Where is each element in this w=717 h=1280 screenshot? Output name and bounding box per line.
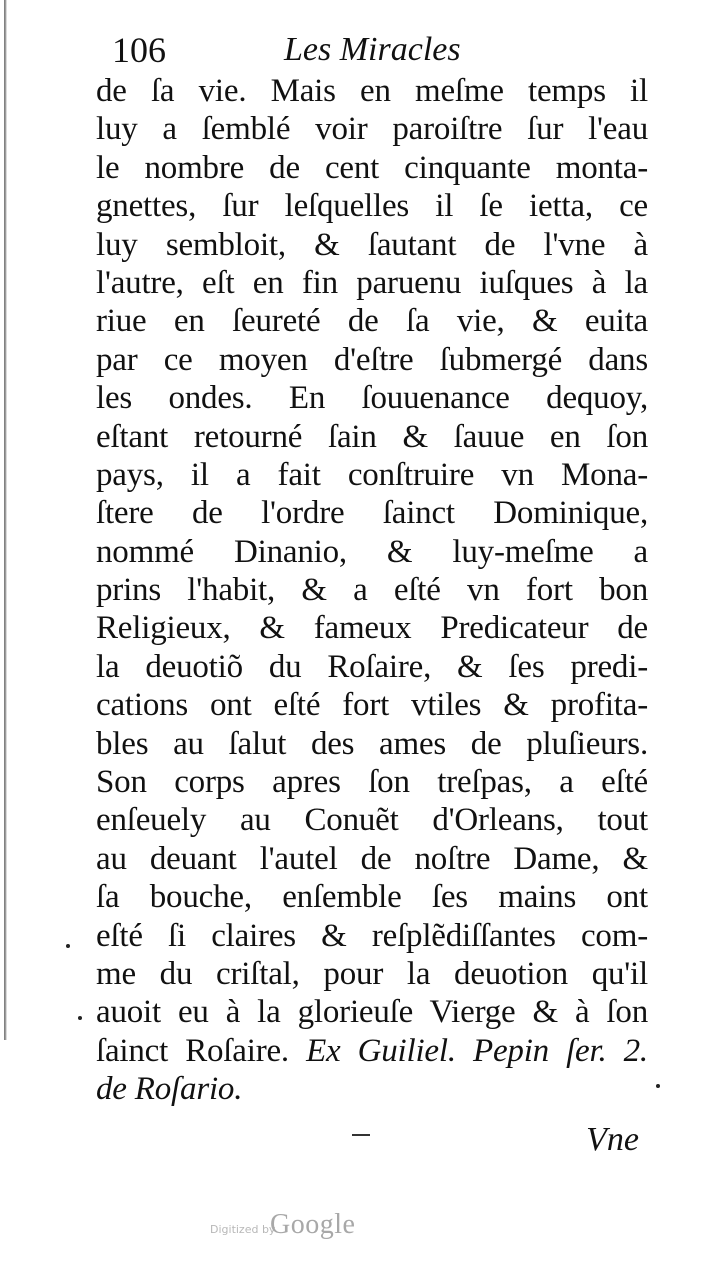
text-line: cations ont eſté fort vtiles & profita- <box>96 687 648 724</box>
text-line: les ondes. En ſouuenance dequoy, <box>96 380 648 417</box>
text-line: auoit eu à la glorieuſe Vierge & à ſon <box>96 994 648 1031</box>
stray-dot <box>66 944 70 948</box>
text-line: riue en ſeureté de ſa vie, & euita <box>96 303 648 340</box>
text-line: eſtant retourné ſain & ſauue en ſon <box>96 418 648 455</box>
watermark-google-logo: Google <box>270 1209 356 1240</box>
text-line: Religieux, & fameux Predicateur de <box>96 610 648 647</box>
text-line: luy sembloit, & ſautant de l'vne à <box>96 226 648 263</box>
digitization-watermark <box>210 1207 510 1247</box>
text-line: eſté ſi claires & reſplẽdiſſantes com- <box>96 917 648 954</box>
watermark-digitized-by: Digitized by <box>210 1223 276 1236</box>
text-line-citation <box>96 1032 648 1070</box>
text-line: la deuotiõ du Roſaire, & ſes predi- <box>96 648 648 685</box>
dash-mark <box>352 1134 370 1136</box>
text-line: par ce moyen d'eſtre ſubmergé dans <box>96 341 648 378</box>
citation-italic-text: Ex Guiliel. Pepin ſer. 2. <box>306 1032 648 1069</box>
citation-source-text: de Roſario. <box>96 1071 243 1108</box>
text-line: au deuant l'autel de noſtre Dame, & <box>96 840 648 877</box>
text-line: le nombre de cent cinquante monta- <box>96 149 648 186</box>
text-line: luy a ſemblé voir paroiſtre ſur l'eau <box>96 111 648 148</box>
text-line: de ſa vie. Mais en meſme temps il <box>96 73 648 109</box>
page-header <box>112 28 652 72</box>
text-line-final <box>96 1070 648 1108</box>
running-title: Les Miracles <box>284 31 461 68</box>
catchword: Vne <box>586 1121 639 1158</box>
text-line: pays, il a fait conſtruire vn Mona- <box>96 456 648 493</box>
text-line: l'autre, eſt en fin paruenu iuſques à la <box>96 264 648 301</box>
body-text <box>96 72 648 1109</box>
text-line: ſtere de l'ordre ſainct Dominique, <box>96 495 648 532</box>
stray-dot <box>656 1084 660 1088</box>
text-line: enſeuely au Conuẽt d'Orleans, tout <box>96 802 648 839</box>
text-line: Son corps apres ſon treſpas, a eſté <box>96 764 648 801</box>
text-line: me du criſtal, pour la deuotion qu'il <box>96 955 648 992</box>
text-line: gnettes, ſur leſquelles il ſe ietta, ce <box>96 188 648 225</box>
page-number: 106 <box>112 30 166 70</box>
text-line: bles au ſalut des ames de pluſieurs. <box>96 725 648 762</box>
stray-dot <box>78 1016 82 1020</box>
citation-roman-text: ſainct Roſaire. <box>96 1032 289 1069</box>
text-line: ſa bouche, enſemble ſes mains ont <box>96 879 648 916</box>
page-edge-shadow <box>4 0 7 1040</box>
text-line: nommé Dinanio, & luy-meſme a <box>96 533 648 570</box>
text-line: prins l'habit, & a eſté vn fort bon <box>96 572 648 609</box>
